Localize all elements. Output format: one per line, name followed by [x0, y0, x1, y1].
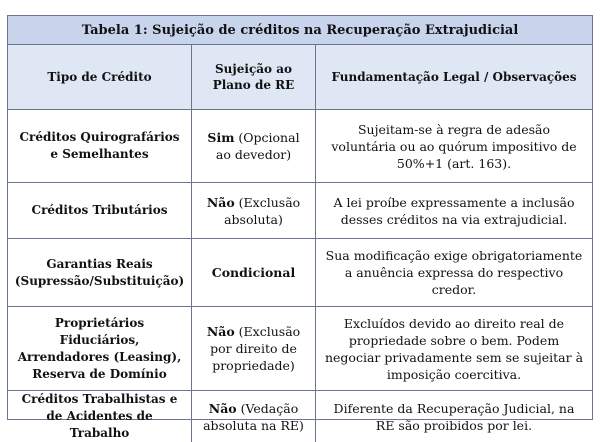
- row-1-notes: Sujeitam-se à regra de adesão voluntária ou ao quórum impositivo de 50%+1 (art. 163).: [316, 110, 592, 183]
- row-5-notes: Diferente da Recuperação Judicial, na RE são proibidos por lei.: [333, 400, 575, 433]
- row-4-credit-type: Proprietários Fiduciários, Arrendadores (Leasing), Reserva de Domínio: [8, 307, 192, 391]
- header-credit-type: Tipo de Crédito: [8, 45, 192, 110]
- table-caption: Tabela 1: Sujeição de créditos na Recuperação Extrajudicial: [8, 16, 592, 45]
- row-4-subjection-note: (Exclusão por direito de propriedade): [210, 324, 301, 373]
- row-4-notes: Excluídos devido ao direito real de propriedade sobre o bem. Podem negociar privadamente sem se sujeitar à imposição coercitiva.: [316, 307, 592, 391]
- row-3-notes: Sua modificação exige obrigatoriamente a anuência expressa do respectivo credor.: [316, 239, 592, 307]
- row-3-credit-type: Garantias Reais (Supressão/Substituição): [8, 239, 192, 307]
- header-legal-basis: Fundamentação Legal / Observações: [316, 45, 592, 110]
- row-5-credit-type: Créditos Trabalhistas e de Acidentes de Trabalho: [8, 391, 192, 442]
- subjection-table: [7, 15, 593, 440]
- row-2-credit-type: Créditos Tributários: [8, 183, 192, 239]
- row-2-subjection-note: (Exclusão absoluta): [224, 194, 301, 227]
- header-subjection: Sujeição ao Plano de RE: [192, 45, 316, 110]
- row-2-subjection-main: Não: [206, 194, 235, 210]
- row-1-subjection-main: Sim: [207, 130, 235, 145]
- row-2-notes: A lei proíbe expressamente a inclusão desses créditos na via extrajudicial.: [316, 183, 592, 239]
- row-5-subjection: [192, 391, 316, 442]
- row-3-subjection: [192, 239, 316, 307]
- row-1-credit-type: Créditos Quirografários e Semelhantes: [8, 110, 192, 183]
- row-5-subjection-main: Não: [208, 400, 237, 416]
- row-1-subjection-note: (Opcional ao devedor): [215, 130, 300, 162]
- row-5-subjection-note: (Vedação absoluta na RE): [203, 400, 304, 433]
- row-1-subjection: [192, 110, 316, 183]
- row-4-subjection-main: Não: [206, 324, 235, 339]
- row-3-subjection-main: Condicional: [211, 265, 296, 280]
- row-2-subjection: [192, 183, 316, 239]
- row-4-subjection: [192, 307, 316, 391]
